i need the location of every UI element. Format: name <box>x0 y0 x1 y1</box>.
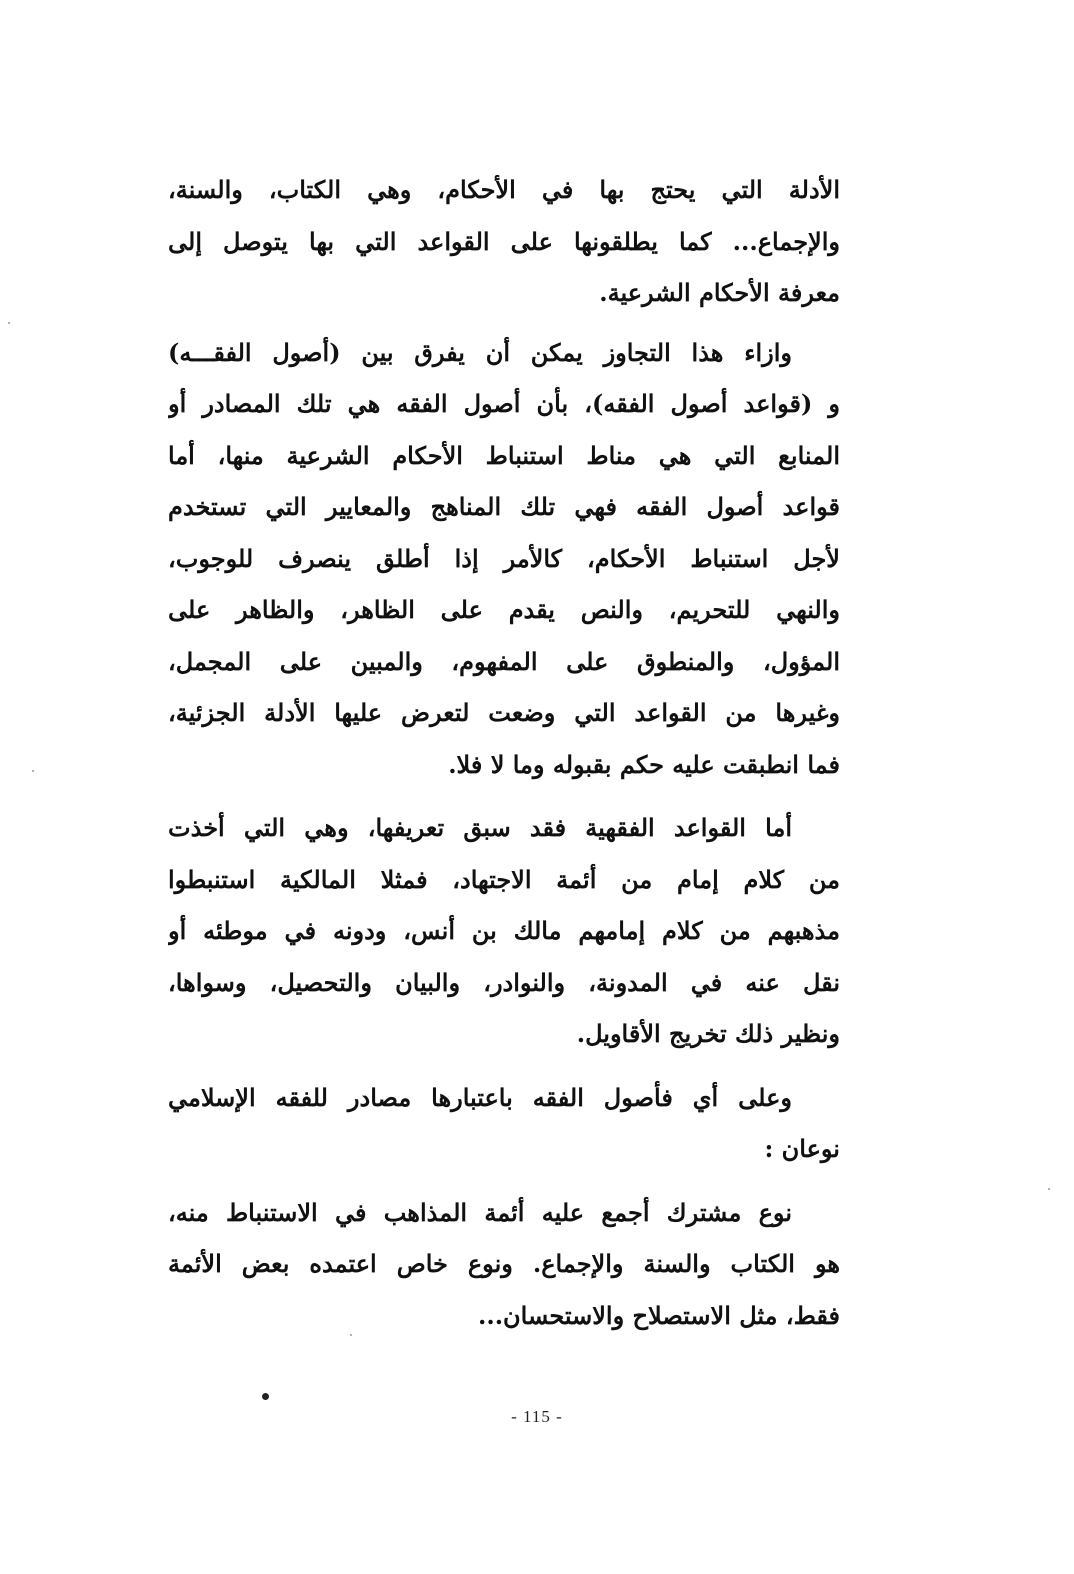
text-line: مذهبهم من كلام إمامهم مالك بن أنس، ودونه في موطئه أو <box>168 916 840 945</box>
text-line: من كلام إمام من أئمة الاجتهاد، فمثلا المالكية استنبطوا <box>168 864 840 894</box>
text-line: والنهي للتحريم، والنص يقدم على الظاهر، والظاهر على <box>168 595 840 624</box>
page-number: - 115 - <box>511 1407 563 1426</box>
text-line: لأجل استنباط الأحكام، كالأمر إذا أطلق ينصرف للوجوب، <box>168 543 840 573</box>
text-line: وعلى أي فأصول الفقه باعتبارها مصادر للفقه الإسلامي <box>168 1082 792 1112</box>
text-line: قواعد أصول الفقه فهي تلك المناهج والمعايير التي تستخدم <box>168 492 840 521</box>
text-line: نقل عنه في المدونة، والنوادر، والبيان والتحصيل، وسواها، <box>168 967 840 997</box>
paragraph-2 <box>168 327 840 791</box>
text-line: المؤول، والمنطوق على المفهوم، والمبين على المجمل، <box>168 646 840 676</box>
scan-speck <box>1048 1188 1050 1190</box>
text-line: فما انطبقت عليه حكم بقبوله وما لا فلا. <box>448 749 840 779</box>
text-line: نوعان : <box>764 1134 840 1163</box>
paragraph-3 <box>168 802 840 1060</box>
text-line: والإجماع... كما يطلقونها على القواعد التي بها يتوصل إلى <box>168 226 840 256</box>
scan-speck <box>8 322 10 324</box>
ink-dot <box>262 1393 269 1400</box>
text-line: معرفة الأحكام الشرعية. <box>599 278 840 307</box>
text-line: الأدلة التي يحتج بها في الأحكام، وهي الكتاب، والسنة، <box>168 175 840 204</box>
text-line: أما القواعد الفقهية فقد سبق تعريفها، وهي التي أخذت <box>168 813 792 842</box>
text-line: المنابع التي هي مناط استنباط الأحكام الشرعية منها، أما <box>168 440 840 470</box>
text-line: وازاء هذا التجاوز يمكن أن يفرق بين (أصول الفقـــه) <box>168 337 792 367</box>
text-line: وغيرها من القواعد التي وضعت لتعرض عليها الأدلة الجزئية، <box>168 698 840 727</box>
body-text <box>168 164 840 1353</box>
paragraph-5 <box>168 1187 840 1342</box>
paragraph-4 <box>168 1072 840 1175</box>
scan-speck <box>350 1334 352 1336</box>
paragraph-1 <box>168 164 840 319</box>
text-line: و (قواعد أصول الفقه)، بأن أصول الفقه هي تلك المصادر أو <box>168 389 840 418</box>
text-line: ونظير ذلك تخريج الأقاويل. <box>576 1019 840 1048</box>
text-line: نوع مشترك أجمع عليه أئمة المذاهب في الاستنباط منه، <box>168 1197 792 1227</box>
text-line: فقط، مثل الاستصلاح والاستحسان... <box>477 1300 840 1330</box>
text-line: هو الكتاب والسنة والإجماع. ونوع خاص اعتمده بعض الأئمة <box>168 1249 840 1278</box>
scan-speck <box>32 770 34 772</box>
